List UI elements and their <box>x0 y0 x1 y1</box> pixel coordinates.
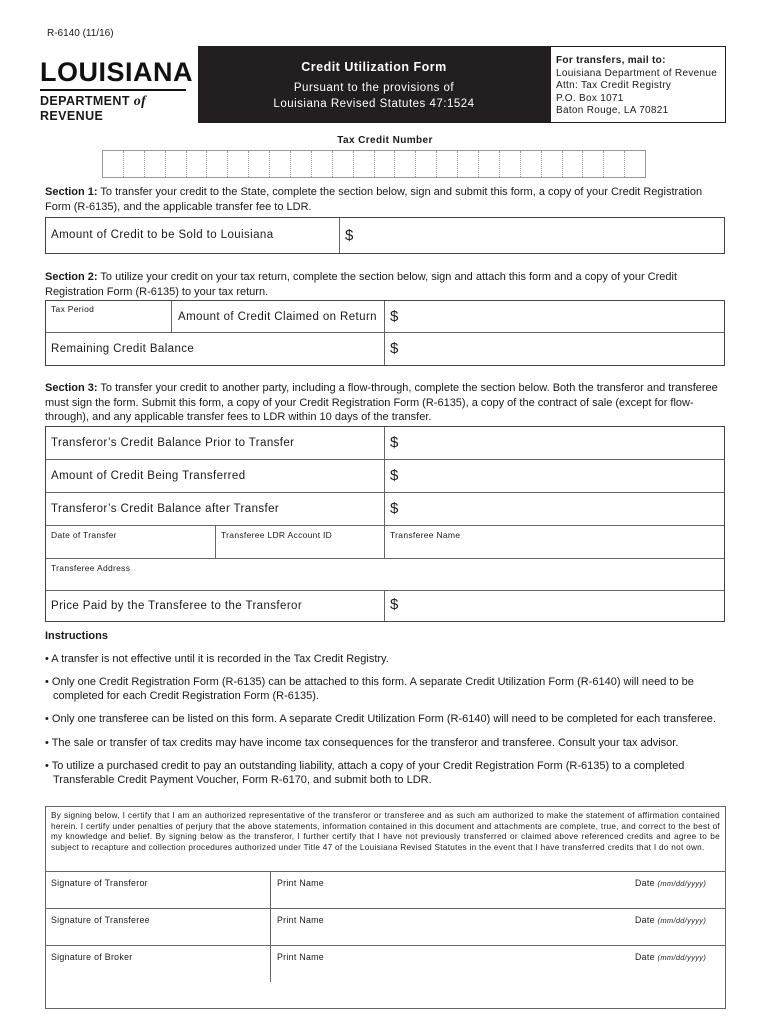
date-of-transfer-field[interactable] <box>46 526 215 558</box>
section3-instructions: Section 3: To transfer your credit to another party, including a flow-through, complete the section below. Both the transferor and transferee must sign the form. Submit this form, a copy of your Credit Registration Form (R-6135), a copy of the contract of sale (except for flow-through), and any applicable transfer fees to LDR within 10 days of the transfer. <box>45 382 718 423</box>
signature-section <box>45 806 726 1009</box>
tax-credit-digit-box[interactable] <box>166 151 187 177</box>
price-paid-label: Price Paid by the Transferee to the Transferor <box>51 600 303 612</box>
tax-period-field[interactable] <box>46 301 171 332</box>
dollar-sign: $ <box>345 227 354 244</box>
tax-credit-digit-box[interactable] <box>437 151 458 177</box>
section2-table <box>45 300 725 366</box>
prior-balance-field[interactable] <box>384 427 724 459</box>
instruction-bullet: • Only one transferee can be listed on this form. A separate Credit Utilization Form (R-6140) will need to be completed for each transferee. <box>45 713 716 725</box>
tax-credit-number-label: Tax Credit Number <box>337 135 433 146</box>
tax-credit-digit-box[interactable] <box>187 151 208 177</box>
transfer-details-row <box>46 526 724 559</box>
tax-credit-digit-box[interactable] <box>249 151 270 177</box>
price-paid-row <box>46 591 724 621</box>
divider <box>270 872 271 908</box>
price-paid-field[interactable] <box>384 591 724 621</box>
dollar-sign: $ <box>390 340 399 357</box>
after-balance-label: Transferor’s Credit Balance after Transfer <box>51 503 280 515</box>
tax-period-label: Tax Period <box>51 304 95 314</box>
dollar-sign: $ <box>390 308 399 325</box>
transferee-address-field[interactable] <box>46 559 724 591</box>
logo-subtitle: DEPARTMENT of REVENUE <box>40 94 147 123</box>
broker-signature-row <box>46 945 725 982</box>
dollar-sign: $ <box>390 500 399 517</box>
logo-wordmark: LOUISIANA <box>40 57 193 87</box>
tax-credit-digit-box[interactable] <box>228 151 249 177</box>
tax-credit-digit-box[interactable] <box>375 151 396 177</box>
instruction-bullet: • To utilize a purchased credit to pay an outstanding liability, attach a copy of your Credit Registration Form (R-6135) to a completed Transferable Credit Payment Voucher, Form R-6170, and submit both to LDR. <box>45 760 685 786</box>
dollar-sign: $ <box>390 596 399 613</box>
instructions-heading: Instructions <box>45 630 108 642</box>
tax-credit-digit-box[interactable] <box>207 151 228 177</box>
amount-transferred-label: Amount of Credit Being Transferred <box>51 470 246 482</box>
mailing-heading: For transfers, mail to: <box>556 55 666 66</box>
mailing-address-box <box>550 46 726 123</box>
tax-credit-digit-box[interactable] <box>416 151 437 177</box>
transferee-signature-field[interactable]: Signature of Transferee <box>51 915 150 925</box>
tax-credit-digit-box[interactable] <box>500 151 521 177</box>
tax-credit-digit-box[interactable] <box>458 151 479 177</box>
section2-instructions: Section 2: To utilize your credit on your tax return, complete the section below, sign and attach this form and a copy of your Credit Registration Form (R-6135) to your tax return. <box>45 271 678 298</box>
transferee-account-id-field[interactable] <box>215 526 384 558</box>
credit-claimed-field[interactable] <box>384 301 724 332</box>
instruction-bullet: • A transfer is not effective until it is recorded in the Tax Credit Registry. <box>45 653 389 665</box>
remaining-balance-field[interactable] <box>384 333 724 365</box>
tax-credit-digit-box[interactable] <box>625 151 645 177</box>
amount-transferred-field[interactable] <box>384 460 724 492</box>
tax-credit-digit-box[interactable] <box>103 151 124 177</box>
form-title: Credit Utilization Form <box>301 60 447 74</box>
transferee-signature-row <box>46 908 725 945</box>
transferor-signature-field[interactable]: Signature of Transferor <box>51 878 148 888</box>
credit-sold-field[interactable] <box>339 218 724 253</box>
tax-credit-digit-box[interactable] <box>521 151 542 177</box>
tax-credit-digit-box[interactable] <box>145 151 166 177</box>
mailing-line: Attn: Tax Credit Registry <box>556 80 672 91</box>
transferee-name-label: Transferee Name <box>390 530 461 540</box>
transferor-signature-row <box>46 871 725 908</box>
transferee-name-field[interactable] <box>384 526 724 558</box>
mailing-line: P.O. Box 1071 <box>556 92 624 104</box>
dollar-sign: $ <box>390 434 399 451</box>
after-balance-row <box>46 493 724 526</box>
section1-table <box>45 217 725 254</box>
tax-credit-digit-box[interactable] <box>333 151 354 177</box>
tax-credit-digit-box[interactable] <box>291 151 312 177</box>
credit-claimed-label: Amount of Credit Claimed on Return <box>178 311 377 323</box>
remaining-balance-row <box>46 333 724 365</box>
tax-credit-digit-box[interactable] <box>583 151 604 177</box>
tax-credit-digit-box[interactable] <box>395 151 416 177</box>
tax-credit-digit-box[interactable] <box>479 151 500 177</box>
section3-table <box>45 426 725 622</box>
tax-credit-digit-box[interactable] <box>604 151 625 177</box>
prior-balance-row <box>46 427 724 460</box>
form-title-banner <box>198 46 550 123</box>
divider <box>270 909 271 945</box>
statute-line-2: Louisiana Revised Statutes 47:1524 <box>273 98 475 110</box>
certification-statement: By signing below, I certify that I am an authorized representative of the transferor or transferee and as such am authorized to make the statement of affirmation contained herein. I certify under penalties of perjury that the above statements, information contained in this document and attachments are complete, true, and correct to the best of my knowledge and belief. By signing below as the transferor, I further certify that I have not previously transferred or claimed above referenced credits and agree to be subject to recapture and collection procedures authorized under Title 47 of the Louisiana Revised Statutes in the event that I have transferred credits that I do not own. <box>51 811 720 853</box>
divider <box>270 946 271 982</box>
instruction-bullet: • Only one Credit Registration Form (R-6135) can be attached to this form. A separate Credit Utilization Form (R-6140) will need to be completed for each Credit Registration Form (R-6135). <box>45 676 694 702</box>
credit-sold-row <box>46 218 724 253</box>
instruction-bullet: • The sale or transfer of tax credits may have income tax consequences for the transferor and transferee. Consult your tax advisor. <box>45 737 679 749</box>
credit-sold-label: Amount of Credit to be Sold to Louisiana <box>51 229 274 241</box>
broker-print-name-field[interactable]: Print Name <box>277 952 324 962</box>
dollar-sign: $ <box>390 467 399 484</box>
section1-instructions: Section 1: To transfer your credit to the State, complete the section below, sign and submit this form, a copy of your Credit Registration Form (R-6135), and the applicable transfer fee to LDR. <box>45 186 703 213</box>
tax-credit-digit-box[interactable] <box>124 151 145 177</box>
tax-credit-digit-box[interactable] <box>563 151 584 177</box>
statute-line-1: Pursuant to the provisions of <box>293 82 455 94</box>
tax-credit-digit-box[interactable] <box>542 151 563 177</box>
transferee-print-name-field[interactable]: Print Name <box>277 915 324 925</box>
transferee-account-id-label: Transferee LDR Account ID <box>221 530 333 540</box>
broker-signature-field[interactable]: Signature of Broker <box>51 952 133 962</box>
date-of-transfer-label: Date of Transfer <box>51 530 117 540</box>
credit-claimed-row <box>46 301 724 333</box>
transferor-print-name-field[interactable]: Print Name <box>277 878 324 888</box>
tax-credit-number-input[interactable] <box>102 150 646 178</box>
transferee-address-label: Transferee Address <box>51 563 131 573</box>
remaining-balance-label: Remaining Credit Balance <box>51 343 195 355</box>
credit-claimed-label-cell <box>171 301 384 332</box>
tax-credit-digit-box[interactable] <box>354 151 375 177</box>
logo-rule <box>40 89 186 91</box>
after-balance-field[interactable] <box>384 493 724 525</box>
prior-balance-label: Transferor’s Credit Balance Prior to Transfer <box>51 437 295 449</box>
transferor-date-field[interactable]: Date (mm/dd/yyyy) <box>635 878 707 888</box>
amount-transferred-row <box>46 460 724 493</box>
tax-credit-digit-box[interactable] <box>270 151 291 177</box>
mailing-line: Louisiana Department of Revenue <box>556 67 718 79</box>
mailing-line: Baton Rouge, LA 70821 <box>556 105 669 116</box>
form-number: R-6140 (11/16) <box>47 28 114 39</box>
ldr-logo <box>40 57 193 124</box>
tax-credit-digit-box[interactable] <box>312 151 333 177</box>
transferee-date-field[interactable]: Date (mm/dd/yyyy) <box>635 915 707 925</box>
broker-date-field[interactable]: Date (mm/dd/yyyy) <box>635 952 707 962</box>
